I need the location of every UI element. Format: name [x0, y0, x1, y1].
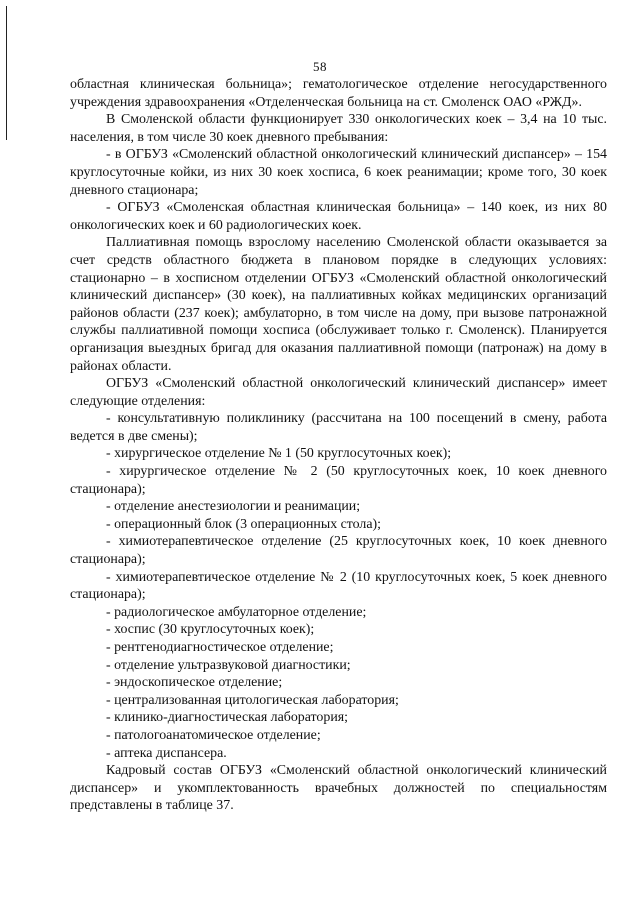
- paragraph-palliative-care: Паллиативная помощь взрослому населению Смоленской области оказывается за счет средств областного бюджета в плановом порядке в следующих условиях: стационарно – в хосписном отделении ОГБУЗ «Смоленский областной онкологический клинический диспансер» (30 коек), на паллиативных койках медицинских организаций районов области (237 коек); амбулаторно, в том числе на дому, при вызове патронажной службы паллиативной помощи хосписа (обслуживает только г. Смоленск). Планируется организация выездных бригад для оказания паллиативной помощи (патронаж) на дому в районах области.: [70, 235, 607, 374]
- page-body: [70, 76, 607, 815]
- list-item: - патологоанатомическое отделение;: [106, 727, 321, 743]
- list-item: - хоспис (30 круглосуточных коек);: [106, 622, 315, 638]
- list-item: - операционный блок (3 операционных стола);: [106, 516, 382, 532]
- paragraph-departments-intro: ОГБУЗ «Смоленский областной онкологический клинический диспансер» имеет следующие отделения:: [70, 376, 607, 409]
- list-item: - клинико-диагностическая лаборатория;: [106, 710, 349, 726]
- list-item: - химиотерапевтическое отделение № 2 (10 круглосуточных коек, 5 коек дневного стационара);: [70, 569, 607, 603]
- list-item: - отделение ультразвуковой диагностики;: [106, 657, 351, 673]
- list-item-hospital-beds: - ОГБУЗ «Смоленская областная клиническая больница» – 140 коек, из них 80 онкологических коек и 60 радиологических коек.: [70, 200, 607, 233]
- list-item: - отделение анестезиологии и реанимации;: [106, 499, 361, 515]
- list-item: - рентгенодиагностическое отделение;: [106, 640, 334, 655]
- list-item: - радиологическое амбулаторное отделение;: [106, 604, 367, 620]
- list-item: - химиотерапевтическое отделение (25 круглосуточных коек, 10 коек дневного стационара);: [70, 534, 607, 568]
- list-item: - консультативную поликлинику (рассчитана на 100 посещений в смену, работа ведется в две смены);: [70, 411, 607, 444]
- page-number: 58: [313, 59, 327, 74]
- paragraph-oncology-beds: В Смоленской области функционирует 330 онкологических коек – 3,4 на 10 тыс. населения, в том числе 30 коек дневного пребывания:: [70, 112, 607, 145]
- list-item-dispensary-beds: - в ОГБУЗ «Смоленский областной онкологический клинический диспансер» – 154 круглосуточные койки, из них 30 коек хосписа, 6 коек реанимации; кроме того, 30 коек дневного стационара;: [70, 147, 607, 198]
- paragraph-staffing-reference: Кадровый состав ОГБУЗ «Смоленский областной онкологический клинический диспансер» и укомплектованность врачебных должностей по специальностям представлены в таблице 37.: [70, 763, 607, 814]
- list-item: - аптека диспансера.: [106, 745, 227, 761]
- list-item: - хирургическое отделение № 1 (50 круглосуточных коек);: [106, 446, 452, 462]
- list-item: - централизованная цитологическая лаборатория;: [106, 692, 399, 708]
- list-item: - хирургическое отделение № 2 (50 круглосуточных коек, 10 коек дневного стационара);: [70, 464, 607, 497]
- list-item: - эндоскопическое отделение;: [106, 675, 283, 691]
- paragraph-continuation: областная клиническая больница»; гематологическое отделение негосударственного учреждения здравоохранения «Отделенческая больница на ст. Смоленск ОАО «РЖД».: [70, 77, 607, 110]
